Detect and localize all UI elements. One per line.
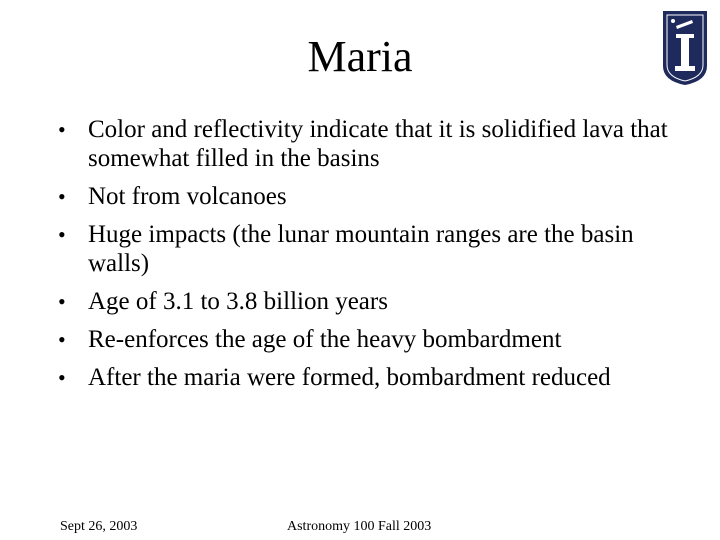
emblem-base: [675, 66, 695, 71]
bullet-item: [58, 115, 678, 173]
bullet-text: After the maria were formed, bombardment reduced: [88, 364, 611, 391]
bullet-item: [58, 287, 678, 316]
bullet-text: Re-enforces the age of the heavy bombardment: [88, 326, 562, 353]
bullet-item: [58, 220, 678, 278]
footer-date: Sept 26, 2003: [60, 519, 138, 534]
emblem-star: [671, 19, 675, 23]
bullet-point-icon: •: [58, 184, 66, 209]
bullet-point-icon: •: [58, 117, 66, 142]
slide-title: Maria: [307, 32, 413, 81]
bullet-item: [58, 363, 678, 392]
emblem-column: [681, 38, 689, 68]
bullet-item: [58, 182, 678, 211]
bullet-point-icon: •: [58, 327, 66, 352]
bullet-text: Color and reflectivity indicate that it is solidified lava that somewhat filled in the basins: [88, 116, 668, 172]
bullet-point-icon: •: [58, 222, 66, 247]
bullet-list: [58, 115, 678, 401]
bullet-text: Not from volcanoes: [88, 183, 287, 210]
emblem-cap: [676, 34, 694, 38]
bullet-text: Age of 3.1 to 3.8 billion years: [88, 288, 388, 315]
bullet-item: [58, 325, 678, 354]
bullet-point-icon: •: [58, 289, 66, 314]
university-shield-icon: [662, 10, 708, 86]
bullet-text: Huge impacts (the lunar mountain ranges are the basin walls): [88, 221, 634, 277]
footer-course: Astronomy 100 Fall 2003: [287, 519, 432, 534]
bullet-point-icon: •: [58, 365, 66, 390]
